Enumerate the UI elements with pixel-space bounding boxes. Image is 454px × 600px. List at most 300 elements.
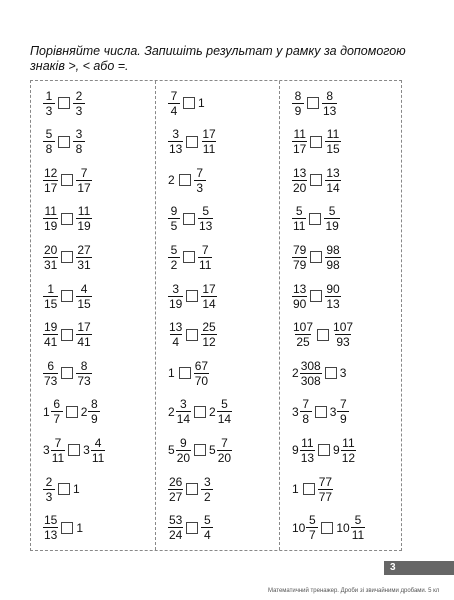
numerator: 13 [169, 320, 183, 335]
numerator: 11 [77, 204, 91, 219]
term [168, 283, 183, 310]
answer-box[interactable] [310, 290, 322, 302]
comparison-row [168, 319, 217, 351]
term [325, 167, 340, 194]
whole-number: 2 [209, 404, 216, 419]
denominator: 7 [306, 527, 318, 541]
fraction [168, 283, 183, 310]
numerator: 7 [80, 165, 88, 180]
denominator: 24 [169, 528, 183, 543]
answer-box[interactable] [186, 290, 198, 302]
fraction [337, 398, 349, 425]
numerator: 107 [293, 320, 314, 335]
fraction [76, 360, 91, 387]
denominator: 2 [201, 489, 213, 503]
comparison-row [168, 434, 232, 466]
term [76, 283, 91, 310]
answer-box[interactable] [303, 483, 315, 495]
numerator: 20 [44, 242, 58, 257]
fraction [168, 476, 183, 503]
denominator: 13 [323, 103, 337, 118]
numerator: 19 [44, 320, 58, 335]
answer-box[interactable] [309, 213, 321, 225]
answer-box[interactable] [61, 367, 73, 379]
term [324, 205, 339, 232]
whole-number: 10 [336, 520, 350, 535]
fraction [43, 90, 55, 117]
denominator: 3 [43, 489, 55, 503]
fraction [201, 476, 213, 503]
denominator: 12 [341, 450, 356, 465]
fraction [322, 90, 337, 117]
numerator: 5 [204, 513, 211, 528]
numerator: 3 [172, 281, 180, 296]
fraction [91, 437, 105, 464]
fraction [43, 514, 58, 541]
column-2 [155, 81, 280, 550]
fraction [176, 437, 191, 464]
term [168, 173, 176, 187]
numerator: 8 [294, 88, 302, 103]
answer-box[interactable] [186, 329, 198, 341]
whole-number: 9 [292, 443, 299, 458]
denominator: 13 [300, 450, 315, 465]
comparison-row [168, 241, 212, 273]
term [43, 128, 55, 155]
term [194, 167, 206, 194]
term [76, 521, 84, 535]
term [168, 437, 191, 464]
term [201, 321, 216, 348]
numerator: 13 [293, 165, 307, 180]
term [73, 482, 81, 496]
numerator: 6 [47, 358, 55, 373]
term [292, 321, 314, 348]
numerator: 107 [333, 320, 354, 335]
comparison-row [168, 280, 217, 312]
numerator: 1 [47, 281, 55, 296]
comparison-row [43, 357, 92, 389]
numerator: 308 [300, 358, 321, 373]
numerator: 8 [326, 88, 334, 103]
answer-box[interactable] [186, 522, 198, 534]
term [43, 398, 63, 425]
answer-box[interactable] [58, 483, 70, 495]
denominator: 4 [168, 103, 180, 117]
numerator: 90 [326, 281, 340, 296]
term [43, 283, 58, 310]
denominator: 90 [293, 296, 307, 311]
fraction [341, 437, 356, 464]
comparison-row [292, 357, 347, 389]
whole-number: 3 [43, 443, 50, 458]
whole-number: 5 [168, 443, 175, 458]
denominator: 8 [73, 141, 85, 155]
term [198, 205, 213, 232]
answer-box[interactable] [194, 406, 206, 418]
exercise-frame [30, 80, 402, 551]
term [325, 244, 340, 271]
term [336, 514, 365, 541]
answer-box[interactable] [183, 213, 195, 225]
fraction [51, 398, 63, 425]
denominator: 9 [292, 103, 304, 117]
whole-number: 3 [329, 404, 337, 419]
answer-box[interactable] [66, 406, 78, 418]
answer-box[interactable] [318, 444, 330, 456]
whole-number: 1 [168, 366, 175, 381]
answer-box[interactable] [321, 522, 333, 534]
denominator: 17 [44, 180, 58, 195]
denominator: 77 [318, 489, 333, 504]
term [333, 437, 356, 464]
fraction [43, 321, 58, 348]
instruction-text: Порівняйте числа. Запишіть результат у рамку за допомогою знаків >, < або =. [30, 44, 406, 73]
numerator: 67 [194, 358, 209, 373]
comparison-row [43, 512, 84, 544]
term [43, 476, 55, 503]
numerator: 8 [91, 397, 98, 412]
fraction [198, 244, 212, 271]
fraction [51, 437, 65, 464]
term [73, 90, 85, 117]
fraction [306, 514, 318, 541]
fraction [201, 321, 216, 348]
denominator: 70 [194, 373, 209, 388]
fraction [325, 167, 340, 194]
term [340, 366, 348, 380]
answer-box[interactable] [186, 136, 198, 148]
fraction [43, 205, 58, 232]
answer-box[interactable] [183, 97, 195, 109]
denominator: 14 [176, 412, 191, 427]
fraction [217, 398, 232, 425]
fraction [292, 321, 314, 348]
whole-number: 10 [292, 520, 306, 535]
whole-number: 1 [73, 482, 80, 496]
answer-box[interactable] [61, 290, 73, 302]
whole-number: 9 [333, 443, 340, 458]
answer-box[interactable] [179, 367, 191, 379]
comparison-row [43, 434, 105, 466]
fraction [324, 205, 339, 232]
denominator: 3 [43, 103, 55, 117]
comparison-row [292, 512, 365, 544]
numerator: 12 [44, 165, 58, 180]
numerator: 5 [328, 204, 336, 219]
term [292, 283, 307, 310]
term [76, 167, 91, 194]
term [201, 128, 216, 155]
denominator: 3 [73, 103, 85, 117]
denominator: 25 [296, 335, 310, 350]
answer-box[interactable] [61, 174, 73, 186]
whole-number: 3 [83, 443, 90, 458]
denominator: 11 [91, 450, 105, 465]
numerator: 7 [196, 165, 204, 180]
comparison-row [168, 126, 217, 158]
term [43, 360, 58, 387]
denominator: 19 [169, 296, 183, 311]
fraction [292, 244, 307, 271]
denominator: 14 [326, 180, 340, 195]
fraction [300, 437, 315, 464]
fraction [217, 437, 232, 464]
answer-box[interactable] [310, 174, 322, 186]
term [198, 244, 212, 271]
term [168, 476, 183, 503]
denominator: 31 [77, 257, 91, 272]
term [332, 321, 354, 348]
answer-box[interactable] [61, 251, 73, 263]
term [168, 321, 183, 348]
whole-number: 2 [168, 404, 175, 419]
fraction [194, 360, 209, 387]
denominator: 8 [300, 411, 312, 425]
term [168, 205, 180, 232]
fraction [168, 128, 183, 155]
denominator: 2 [168, 257, 180, 271]
numerator: 11 [326, 127, 340, 142]
comparison-row [168, 87, 206, 119]
numerator: 9 [170, 204, 178, 219]
term [292, 167, 307, 194]
denominator: 9 [337, 411, 349, 425]
numerator: 8 [80, 358, 88, 373]
fraction [325, 283, 340, 310]
whole-number: 2 [292, 366, 299, 381]
denominator: 15 [77, 296, 91, 311]
whole-number: 3 [292, 404, 299, 419]
fraction [43, 360, 58, 387]
term [292, 205, 306, 232]
denominator: 4 [170, 334, 182, 348]
answer-box[interactable] [310, 136, 322, 148]
denominator: 73 [77, 373, 91, 388]
term [209, 437, 232, 464]
term [168, 128, 183, 155]
comparison-row [292, 203, 340, 235]
page-number: 3 [390, 562, 396, 573]
fraction [201, 283, 216, 310]
numerator: 4 [94, 435, 102, 450]
comparison-row [43, 203, 92, 235]
comparison-row [168, 473, 213, 505]
term [325, 283, 340, 310]
denominator: 19 [44, 219, 58, 234]
comparison-row [292, 241, 341, 273]
fraction [325, 128, 340, 155]
denominator: 308 [300, 373, 321, 388]
term [73, 128, 85, 155]
term [198, 96, 206, 110]
numerator: 7 [201, 242, 209, 257]
term [318, 476, 333, 503]
answer-box[interactable] [310, 251, 322, 263]
denominator: 20 [293, 180, 307, 195]
column-1 [31, 81, 155, 550]
term [43, 514, 58, 541]
fraction [194, 167, 206, 194]
fraction [300, 360, 322, 387]
comparison-row [168, 357, 209, 389]
term [201, 283, 216, 310]
fraction [43, 167, 58, 194]
numerator: 15 [44, 513, 58, 528]
term [292, 437, 315, 464]
denominator: 8 [43, 141, 55, 155]
fraction [318, 476, 333, 503]
comparison-row [292, 164, 341, 196]
numerator: 5 [354, 513, 362, 528]
comparison-row [43, 164, 92, 196]
comparison-row [43, 319, 92, 351]
numerator: 5 [221, 397, 228, 412]
denominator: 13 [169, 142, 183, 157]
fraction [292, 128, 307, 155]
term [168, 514, 183, 541]
fraction [351, 514, 365, 541]
numerator: 7 [54, 435, 62, 450]
term [325, 128, 340, 155]
fraction [201, 128, 216, 155]
fraction [76, 283, 91, 310]
term [76, 360, 91, 387]
term [292, 514, 318, 541]
comparison-row [292, 473, 333, 505]
comparison-row [292, 126, 341, 158]
fraction [43, 128, 55, 155]
numerator: 77 [318, 474, 333, 489]
term [292, 398, 312, 425]
numerator: 7 [340, 397, 347, 412]
numerator: 2 [45, 474, 53, 489]
fraction [73, 128, 85, 155]
answer-box[interactable] [183, 251, 195, 263]
term [76, 321, 91, 348]
numerator: 17 [202, 281, 216, 296]
fraction [292, 90, 304, 117]
answer-box[interactable] [307, 97, 319, 109]
denominator: 12 [202, 335, 216, 350]
term [322, 90, 337, 117]
numerator: 5 [170, 242, 178, 257]
denominator: 15 [44, 296, 58, 311]
fraction [43, 283, 58, 310]
comparison-row [168, 203, 213, 235]
term [292, 482, 300, 496]
numerator: 11 [301, 435, 314, 450]
denominator: 41 [77, 335, 91, 350]
footer-text: Математичний тренажер. Дроби зі звичайними дробами. 5 кл [268, 588, 440, 594]
answer-box[interactable] [194, 444, 206, 456]
fraction [176, 398, 191, 425]
numerator: 25 [202, 320, 216, 335]
denominator: 11 [51, 450, 65, 465]
whole-number: 3 [339, 366, 347, 381]
numerator: 5 [295, 204, 303, 219]
denominator: 17 [293, 142, 307, 157]
whole-number: 2 [168, 173, 175, 188]
term [168, 90, 180, 117]
denominator: 4 [201, 527, 213, 541]
numerator: 98 [326, 242, 340, 257]
answer-box[interactable] [61, 213, 73, 225]
comparison-row [43, 280, 92, 312]
denominator: 11 [351, 528, 365, 543]
numerator: 13 [293, 281, 307, 296]
answer-box[interactable] [317, 329, 329, 341]
term [292, 128, 307, 155]
fraction [43, 244, 58, 271]
denominator: 41 [44, 335, 58, 350]
answer-box[interactable] [179, 174, 191, 186]
answer-box[interactable] [61, 522, 73, 534]
numerator: 26 [169, 474, 183, 489]
answer-box[interactable] [186, 483, 198, 495]
term [292, 244, 307, 271]
whole-number: 1 [43, 404, 50, 419]
comparison-row [43, 126, 85, 158]
numerator: 7 [170, 88, 178, 103]
fraction [43, 476, 55, 503]
comparison-row [168, 164, 206, 196]
fraction [168, 321, 183, 348]
comparison-row [43, 473, 81, 505]
answer-box[interactable] [68, 444, 80, 456]
answer-box[interactable] [61, 329, 73, 341]
comparison-row [168, 396, 232, 428]
denominator: 93 [336, 335, 350, 350]
term [81, 398, 101, 425]
denominator: 13 [326, 296, 340, 311]
denominator: 20 [217, 450, 232, 465]
whole-number: 2 [80, 404, 88, 419]
fraction [198, 205, 213, 232]
numerator: 13 [326, 165, 340, 180]
answer-box[interactable] [58, 97, 70, 109]
comparison-row [43, 87, 85, 119]
fraction [76, 167, 91, 194]
denominator: 19 [77, 219, 91, 234]
term [43, 90, 55, 117]
comparison-row [43, 241, 92, 273]
numerator: 9 [180, 435, 187, 450]
term [76, 244, 91, 271]
denominator: 3 [194, 180, 206, 194]
denominator: 11 [293, 219, 306, 234]
answer-box[interactable] [58, 136, 70, 148]
term [330, 398, 350, 425]
term [43, 167, 58, 194]
fraction [325, 244, 340, 271]
numerator: 3 [180, 397, 187, 412]
term [201, 476, 213, 503]
numerator: 5 [202, 204, 210, 219]
fraction [292, 283, 307, 310]
denominator: 9 [88, 411, 100, 425]
numerator: 11 [293, 127, 306, 142]
whole-number: 5 [209, 443, 216, 458]
numerator: 5 [45, 127, 53, 142]
answer-box[interactable] [325, 367, 337, 379]
numerator: 27 [77, 242, 91, 257]
denominator: 17 [77, 180, 91, 195]
term [83, 437, 105, 464]
answer-box[interactable] [315, 406, 327, 418]
fraction [332, 321, 354, 348]
fraction [73, 90, 85, 117]
